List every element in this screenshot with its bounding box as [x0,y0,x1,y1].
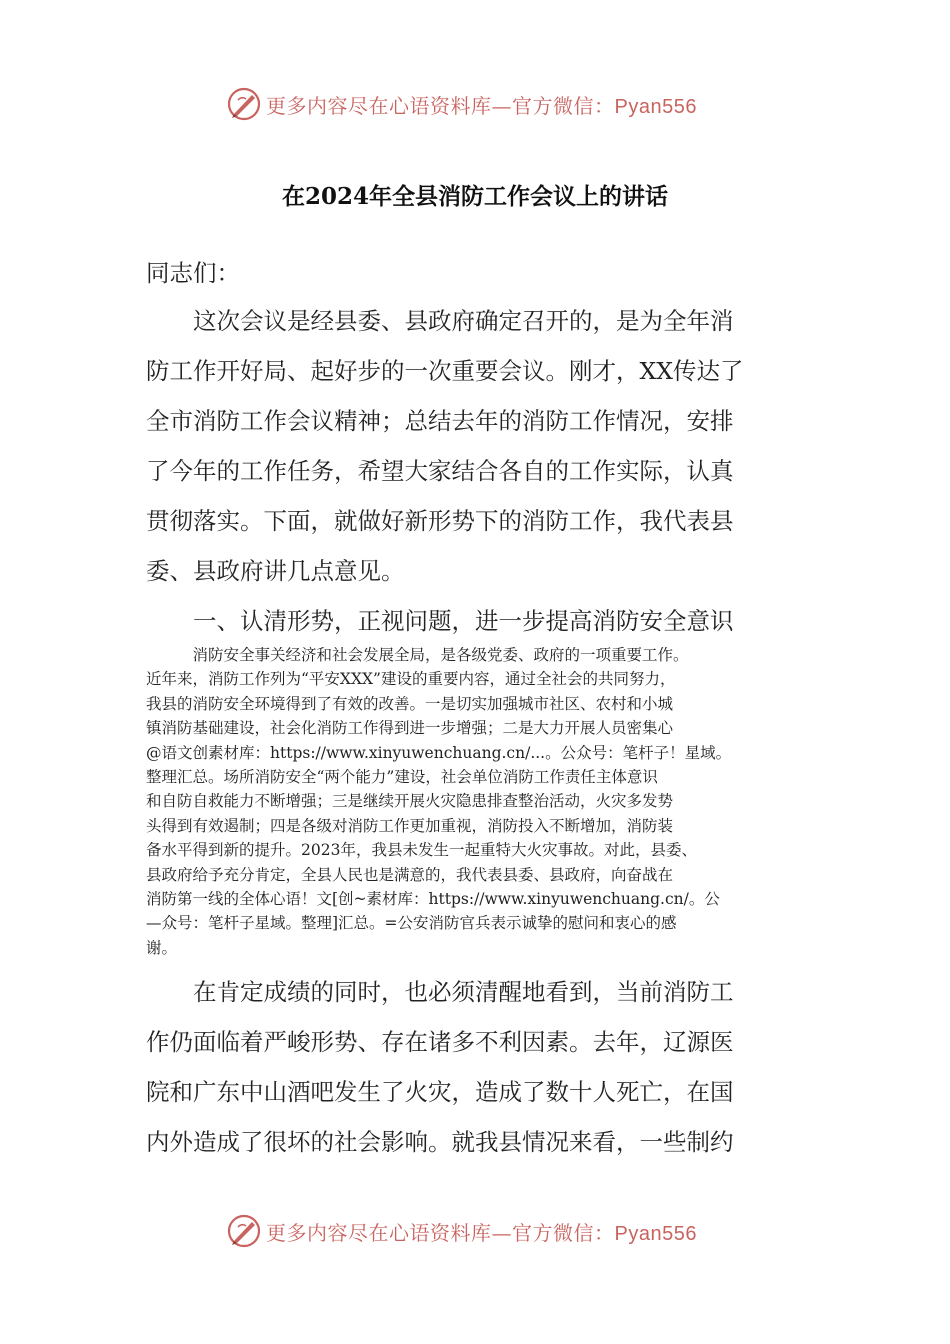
text-line: 镇消防基础建设，社会化消防工作得到进一步增强；二是大力开展人员密集心 [146,719,674,738]
text-line: @语文创素材库：https://www.xinyuwenchuang.cn/...。公众号：笔杆子！星域。 [146,743,732,762]
text-line: 委、县政府讲几点意见。 [146,557,405,585]
text-line: —众号：笔杆子星域。整理]汇总。=公安消防官兵表示诚挚的慰问和衷心的感 [146,914,677,933]
text-line: 消防第一线的全体心语！文[创~素材库：https://www.xinyuwenchuang.cn/。公 [146,889,720,908]
text-line: 院和广东中山酒吧发生了火灾，造成了数十人死亡，在国 [146,1078,734,1106]
text-line: 在肯定成绩的同时，也必须清醒地看到，当前消防工 [146,978,734,1006]
footer-watermark [226,1211,726,1251]
footer-watermark-text: 更多内容尽在心语资料库—官方微信：Pyan556 [266,1220,697,1245]
text-line: 我县的消防安全环境得到了有效的改善。一是切实加强城市社区、农村和小城 [146,694,674,713]
footer-watermark-wechat: Pyan556 [614,1222,697,1245]
section-heading: 一、认清形势，正视问题，进一步提高消防安全意识 [146,607,734,635]
text-line: 内外造成了很坏的社会影响。就我县情况来看，一些制约 [146,1128,734,1156]
text-line: 全市消防工作会议精神；总结去年的消防工作情况，安排 [146,407,734,435]
header-watermark-wechat: Pyan556 [614,95,697,118]
text-line: 备水平得到新的提升。2023年，我县未发生一起重特大火灾事故。对此，县委、 [146,841,697,860]
text-line: 消防安全事关经济和社会发展全局，是各级党委、政府的一项重要工作。 [146,646,689,664]
paragraph-intro [146,296,806,646]
text-line: 这次会议是经县委、县政府确定召开的，是为全年消 [146,307,734,335]
text-line: 贯彻落实。下面，就做好新形势下的消防工作，我代表县 [146,507,734,535]
pen-logo-icon [226,86,262,122]
greeting-line: 同志们： [146,259,240,287]
text-line: 谢。 [146,938,178,957]
text-line: 作仍面临着严峻形势、存在诸多不利因素。去年，辽源医 [146,1028,734,1056]
pen-logo-icon [226,1213,262,1249]
paragraph-achievements [146,643,818,960]
text-line: 整理汇总。场所消防安全“两个能力”建设，社会单位消防工作责任主体意识 [146,767,658,786]
text-line: 近年来，消防工作列为“平安XXX”建设的重要内容，通过全社会的共同努力， [146,670,676,689]
text-line: 县政府给予充分肯定，全县人民也是满意的，我代表县委、县政府，向奋战在 [146,865,674,884]
text-line: 和自防自救能力不断增强；三是继续开展火灾隐患排查整治活动，火灾多发势 [146,792,674,811]
header-watermark [226,84,726,124]
document-title: 在2024年全县消防工作会议上的讲话 [281,183,668,210]
header-watermark-text: 更多内容尽在心语资料库—官方微信：Pyan556 [266,93,697,118]
text-line: 了今年的工作任务，希望大家结合各自的工作实际，认真 [146,457,734,485]
greeting [146,248,806,298]
text-line: 防工作开好局、起好步的一次重要会议。刚才，XX传达了 [146,357,744,385]
paragraph-challenges [146,967,806,1167]
text-line: 头得到有效遏制；四是各级对消防工作更加重视，消防投入不断增加，消防装 [146,816,674,835]
